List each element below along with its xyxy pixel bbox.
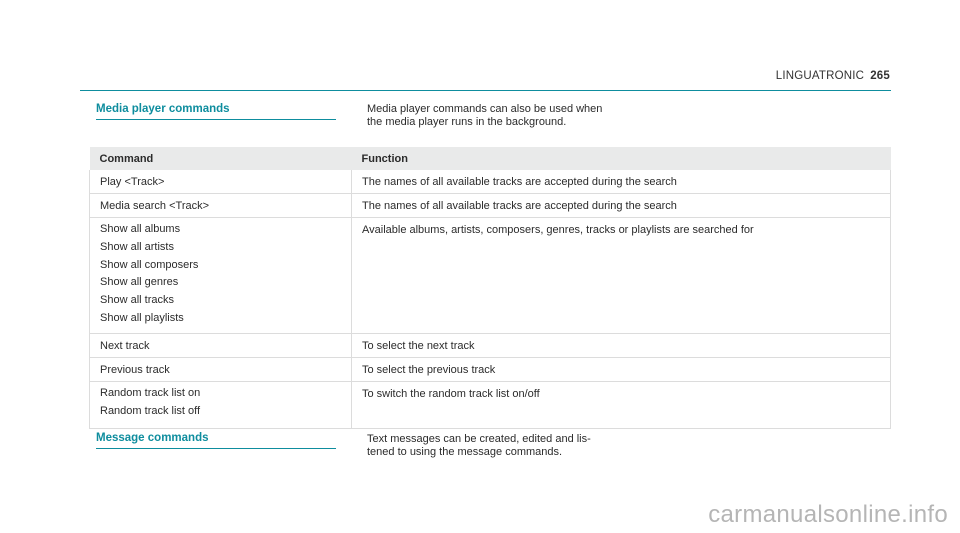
table-row bbox=[90, 381, 891, 429]
function-cell bbox=[352, 218, 891, 334]
media-commands-table bbox=[89, 147, 891, 429]
function-text: To select the next track bbox=[362, 339, 475, 352]
table-header-row bbox=[90, 147, 891, 170]
function-cell bbox=[352, 381, 891, 429]
table-row bbox=[90, 194, 891, 218]
command-cell bbox=[90, 333, 352, 357]
function-text: To select the previous track bbox=[362, 363, 496, 376]
command-text: Play <Track> bbox=[100, 176, 165, 188]
column-header-function: Function bbox=[352, 147, 891, 170]
command-text: Next track bbox=[100, 339, 150, 352]
media-section-title: Media player commands bbox=[96, 103, 336, 120]
command-text: Random track list off bbox=[100, 404, 201, 417]
command-text: Show all genres bbox=[100, 276, 179, 289]
column-header-command: Command bbox=[90, 147, 352, 170]
command-cell bbox=[90, 170, 352, 194]
command-text: Media search <Track> bbox=[100, 200, 210, 212]
command-text: Previous track bbox=[100, 363, 170, 376]
description-line: the media player runs in the background. bbox=[367, 116, 567, 128]
function-cell bbox=[352, 357, 891, 381]
table-row bbox=[90, 170, 891, 194]
command-cell bbox=[90, 218, 352, 334]
function-cell bbox=[352, 194, 891, 218]
media-section-description bbox=[367, 103, 657, 129]
function-text: The names of all available tracks are accepted during the search bbox=[362, 176, 677, 188]
description-line: tened to using the message commands. bbox=[367, 446, 563, 458]
function-cell bbox=[352, 170, 891, 194]
command-text: Show all tracks bbox=[100, 294, 174, 307]
function-cell bbox=[352, 333, 891, 357]
watermark: carmanualsonline.info bbox=[708, 501, 948, 528]
table-row bbox=[90, 333, 891, 357]
description-line: Media player commands can also be used when bbox=[367, 103, 603, 115]
page-number: 265 bbox=[870, 70, 890, 82]
page-header bbox=[776, 70, 890, 82]
table-row bbox=[90, 357, 891, 381]
command-cell bbox=[90, 357, 352, 381]
command-text: Show all playlists bbox=[100, 311, 184, 324]
section-name: LINGUATRONIC bbox=[775, 70, 865, 82]
table-row bbox=[90, 218, 891, 334]
header-rule bbox=[80, 90, 891, 91]
function-text: The names of all available tracks are accepted during the search bbox=[362, 200, 677, 212]
command-text: Show all composers bbox=[100, 258, 199, 271]
command-text: Show all albums bbox=[100, 223, 181, 235]
command-text: Random track list on bbox=[100, 386, 201, 399]
message-section-description bbox=[367, 433, 657, 459]
function-text: Available albums, artists, composers, genres, tracks or playlists are searched for bbox=[362, 224, 754, 236]
function-text: To switch the random track list on/off bbox=[362, 387, 540, 400]
description-line: Text messages can be created, edited and lis- bbox=[367, 433, 591, 445]
command-text: Show all artists bbox=[100, 240, 174, 253]
message-section-title: Message commands bbox=[96, 432, 336, 449]
command-cell bbox=[90, 381, 352, 429]
command-cell bbox=[90, 194, 352, 218]
